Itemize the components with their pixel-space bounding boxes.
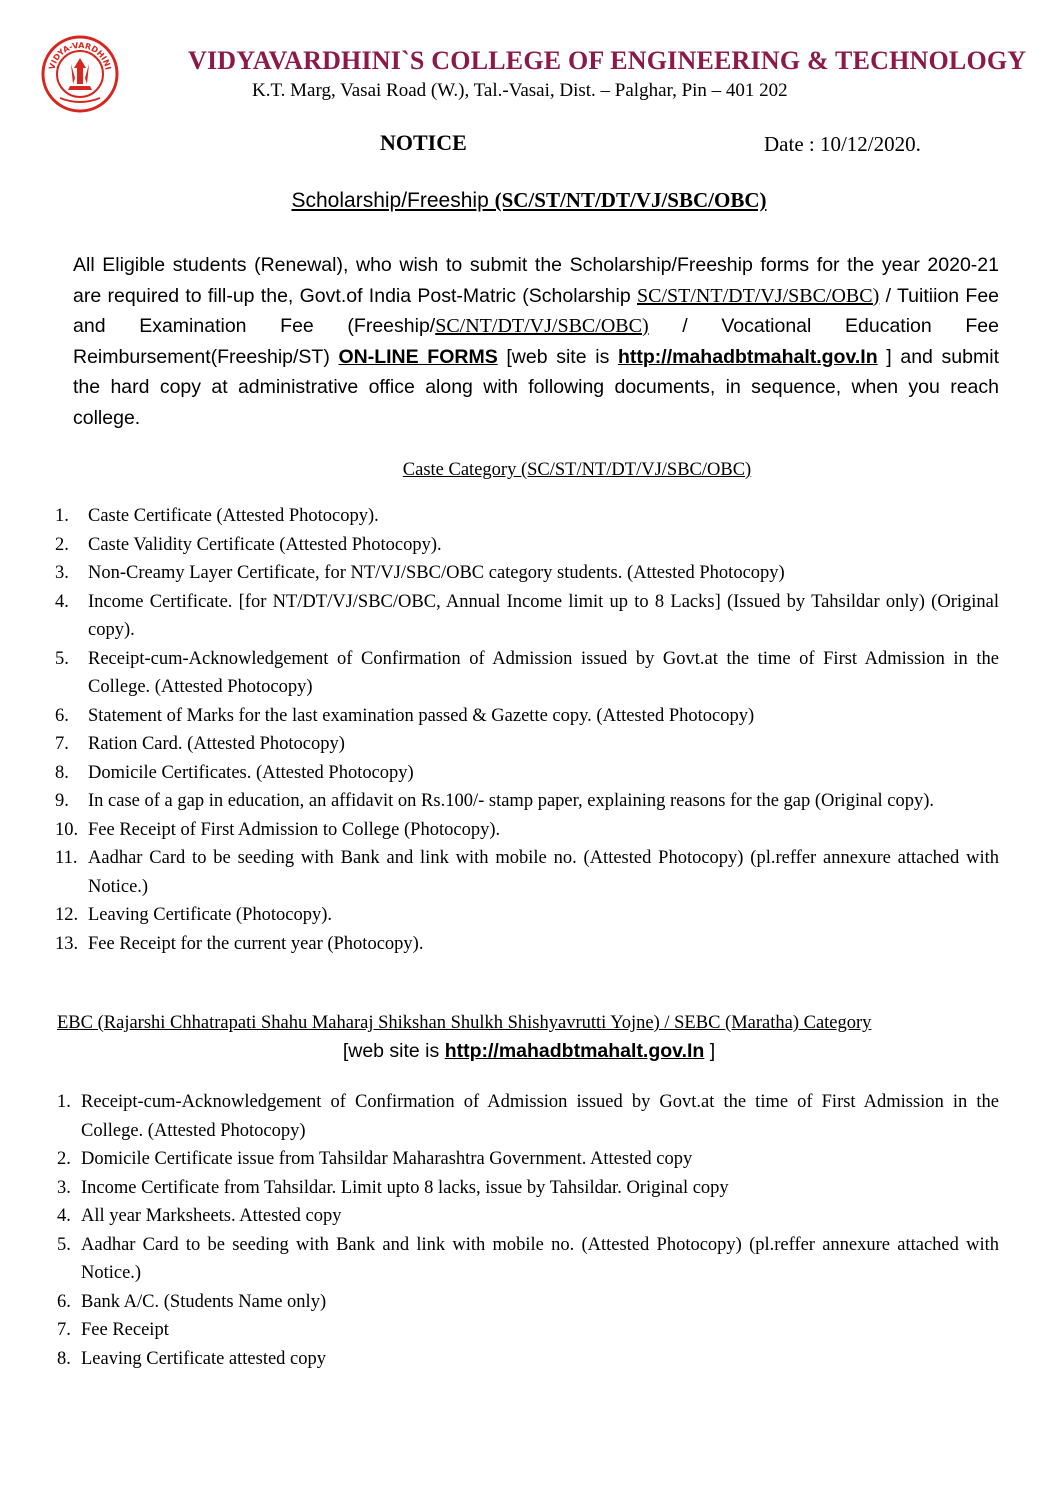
list-item-number: 3. (55, 563, 69, 583)
list-item-text: In case of a gap in education, an affidavit on Rs.100/- stamp paper, explaining reasons for the gap (Original copy). (88, 791, 935, 811)
list-item-number: 13. (55, 933, 79, 954)
intro-text-1: All Eligible students (Renewal), who wish to submit the Scholarship/Freeship forms for the year 2020-21 are required to fill-up the, Govt.of India Post-Matric (Scholarship (73, 254, 999, 307)
list-item-number: 12. (55, 905, 79, 925)
list-item-text: All year Marksheets. Attested copy (81, 1206, 342, 1226)
list-item (55, 844, 999, 901)
list-item-text: Ration Card. (Attested Photocopy) (88, 734, 345, 754)
intro-paragraph (73, 250, 999, 433)
list-item-text: Non-Creamy Layer Certificate, for NT/VJ/SBC/OBC category students. (Attested Photocopy) (88, 563, 785, 583)
list-item-number: 2. (55, 534, 69, 555)
list-item-number: 6. (55, 705, 69, 726)
list-item-number: 10. (55, 819, 79, 840)
list-item-number: 2. (57, 1149, 71, 1169)
logo-text: VIDYA-VARDHINI (47, 40, 113, 71)
list-item (55, 816, 999, 845)
list-item (57, 1345, 999, 1374)
list-item (55, 645, 999, 702)
list-item-text: Caste Certificate (Attested Photocopy). (88, 506, 379, 526)
list-item-number: 6. (57, 1291, 71, 1312)
list-item-text: Income Certificate from Tahsildar. Limit upto 8 lacks, issue by Tahsildar. Original copy (81, 1177, 729, 1198)
list-item (55, 930, 999, 959)
list-item-number: 5. (55, 648, 69, 669)
ebc-website-link[interactable]: http://mahadbtmahalt.gov.In (444, 1040, 705, 1062)
list-item-text: Fee Receipt for the current year (Photocopy). (88, 933, 424, 954)
intro-text-5: ] and submit the hard copy at administrative office along with following documents, in sequence, when you reach college. (73, 345, 999, 429)
list-item-text: Fee Receipt (81, 1320, 169, 1340)
online-forms-label: ON-LINE FORMS (338, 345, 498, 368)
list-item (55, 559, 999, 588)
intro-text-3: / Vocational Education Fee Reimbursement(Freeship/ST) (73, 315, 999, 368)
list-item-text: Income Certificate. [for NT/DT/VJ/SBC/OBC, Annual Income limit up to 8 Lacks] (Issued by Tahsildar only) (Original copy). (88, 591, 999, 640)
list-item (57, 1174, 999, 1203)
list-item (57, 1288, 999, 1317)
list-item (55, 502, 999, 531)
letterhead (40, 34, 1027, 114)
intro-text-2: / Tuitiion Fee and Examination Fee (Freeship/ (73, 284, 1000, 337)
list-item-text: Aadhar Card to be seeding with Bank and link with mobile no. (Attested Photocopy) (pl.reffer annexure attached with Notice.) (88, 848, 999, 897)
list-item-text: Domicile Certificate issue from Tahsildar Maharashtra Government. Attested copy (81, 1149, 693, 1169)
list-item-text: Receipt-cum-Acknowledgement of Confirmation of Admission issued by Govt.at the time of First Admission in the College. (Attested Photocopy) (81, 1092, 999, 1141)
ebc-website-line (0, 1040, 1058, 1063)
list-item-number: 4. (55, 591, 69, 612)
list-item-text: Domicile Certificates. (Attested Photocopy) (88, 762, 414, 783)
notice-heading: NOTICE (380, 130, 467, 155)
ebc-category-title: EBC (Rajarshi Chhatrapati Shahu Maharaj Shikshan Shulkh Shishyavrutti Yojne) / SEBC (Maratha) Category (57, 1013, 872, 1033)
list-item (57, 1231, 999, 1288)
list-item-number: 1. (55, 506, 69, 526)
list-item (55, 588, 999, 645)
list-item (57, 1145, 999, 1174)
website-link[interactable]: http://mahadbtmahalt.gov.In (617, 345, 878, 368)
college-name: VIDYAVARDHINI`S COLLEGE OF ENGINEERING & TECHNOLOGY (188, 46, 1027, 75)
list-item-number: 4. (57, 1206, 71, 1226)
list-item-text: Statement of Marks for the last examination passed & Gazette copy. (Attested Photocopy) (88, 705, 755, 726)
list-item-number: 7. (57, 1320, 71, 1340)
list-item (57, 1316, 999, 1345)
list-item-text: Caste Validity Certificate (Attested Photocopy). (88, 534, 442, 555)
list-item-text: Aadhar Card to be seeding with Bank and link with mobile no. (Attested Photocopy) (pl.reffer annexure attached with Notice.) (81, 1234, 999, 1283)
college-address: K.T. Marg, Vasai Road (W.), Tal.-Vasai, Dist. – Palghar, Pin – 401 202 (252, 80, 788, 101)
list-item-number: 9. (55, 791, 69, 811)
list-item (55, 531, 999, 560)
list-item (55, 787, 999, 816)
list-item-number: 11. (55, 848, 78, 868)
list-item-number: 1. (57, 1092, 71, 1112)
intro-text-4: [web site is (497, 345, 618, 368)
notice-subject (0, 188, 1058, 213)
intro-categories-1: SC/ST/NT/DT/VJ/SBC/OBC) (637, 284, 880, 307)
list-item-text: Leaving Certificate (Photocopy). (88, 905, 333, 925)
list-item-text: Leaving Certificate attested copy (81, 1348, 327, 1369)
ebc-web-suffix: ] (704, 1040, 716, 1062)
ebc-document-list (57, 1088, 999, 1373)
list-item-text: Bank A/C. (Students Name only) (81, 1291, 327, 1312)
list-item (55, 759, 999, 788)
list-item (57, 1088, 999, 1145)
list-item (55, 730, 999, 759)
list-item-number: 8. (55, 762, 69, 783)
list-item-number: 3. (57, 1177, 71, 1198)
intro-categories-2: SC/NT/DT/VJ/SBC/OBC) (435, 315, 649, 337)
list-item-number: 7. (55, 734, 69, 754)
list-item (55, 901, 999, 930)
list-item-text: Receipt-cum-Acknowledgement of Confirmation of Admission issued by Govt.at the time of First Admission in the College. (Attested Photocopy) (88, 648, 999, 697)
college-logo (40, 34, 120, 114)
ebc-web-prefix: [web site is (342, 1040, 445, 1062)
caste-document-list (55, 502, 999, 958)
list-item-text: Fee Receipt of First Admission to College (Photocopy). (88, 819, 501, 840)
subject-text: Scholarship/Freeship (291, 189, 495, 212)
list-item-number: 8. (57, 1348, 71, 1369)
list-item-number: 5. (57, 1234, 71, 1255)
subject-categories: (SC/ST/NT/DT/VJ/SBC/OBC) (494, 188, 767, 212)
list-item (55, 702, 999, 731)
notice-date: Date : 10/12/2020. (764, 132, 921, 156)
caste-category-title: Caste Category (SC/ST/NT/DT/VJ/SBC/OBC) (402, 460, 752, 480)
list-item (57, 1202, 999, 1231)
